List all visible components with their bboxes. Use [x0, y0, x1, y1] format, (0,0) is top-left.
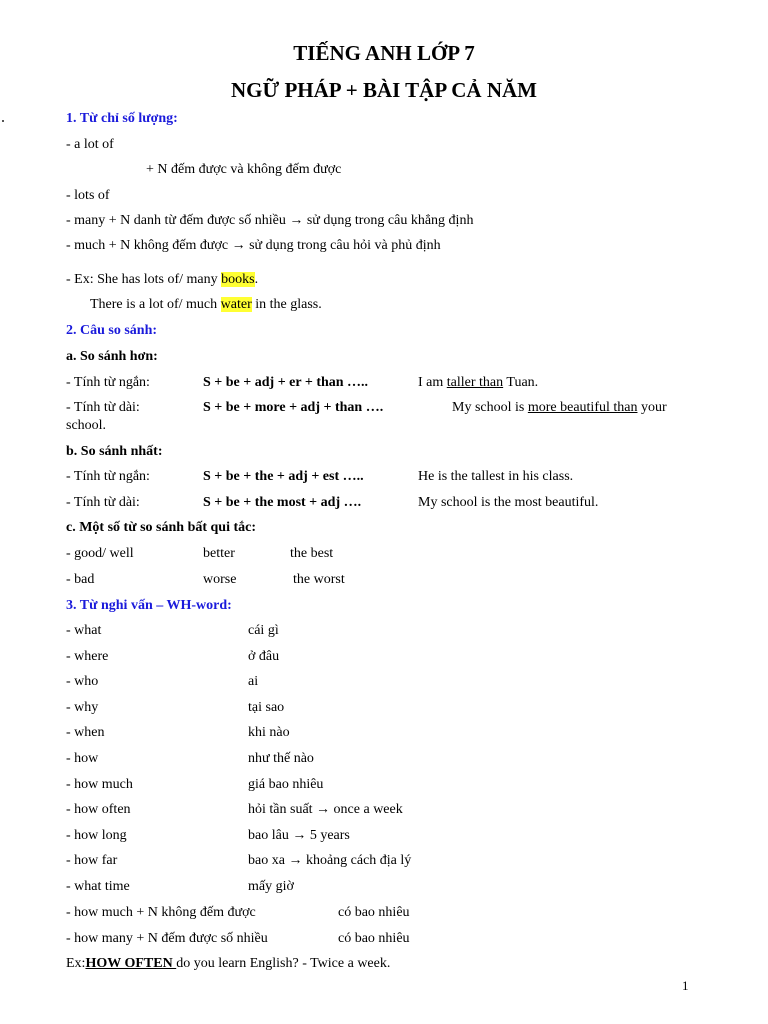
wh-word: - how long — [66, 828, 127, 843]
s2c-heading: c. Một số từ so sánh bất qui tắc: — [66, 520, 257, 535]
wh-extra: khoảng cách địa lý — [305, 853, 412, 868]
ex2-highlight-water: water — [220, 297, 252, 312]
s1-line-noun-rule: + N đếm được và không đếm được — [146, 162, 342, 177]
section-3-heading: 3. Từ nghi vấn – WH-word: — [66, 598, 232, 613]
wh-meaning — [248, 673, 258, 691]
wh-meaning — [248, 827, 350, 845]
s2a-row2-formula: S + be + more + adj + than …. — [203, 400, 384, 415]
wh-word: - where — [66, 649, 109, 664]
ex-sentence: do you learn English? - Twice a week. — [176, 956, 391, 971]
s2c-row-bad: - bad — [66, 572, 95, 587]
wh-meaning — [248, 699, 284, 717]
wh-word: - how often — [66, 802, 131, 817]
s1-example-1 — [66, 271, 258, 289]
wh-meaning — [248, 724, 290, 742]
s1-much-usage: sử dụng trong câu hỏi và phủ định — [249, 238, 441, 253]
s2a-heading: a. So sánh hơn: — [66, 349, 158, 364]
wh-meaning-text: hỏi tần suất — [248, 802, 313, 817]
arrow-right-icon: → — [288, 853, 303, 868]
arrow-right-icon: → — [316, 802, 331, 817]
margin-mark — [2, 120, 4, 122]
s2b-row1-label: - Tính từ ngắn: — [66, 469, 150, 484]
ex-text: My school is — [452, 400, 528, 415]
s1-line-lots-of: - lots of — [66, 188, 110, 203]
section-2-heading: 2. Câu so sánh: — [66, 323, 158, 338]
s2c-good-superlative: the best — [290, 546, 334, 561]
arrow-right-icon: → — [289, 213, 304, 228]
s3-how-many-meaning: có bao nhiêu — [338, 931, 410, 946]
s2c-bad-comparative: worse — [203, 572, 237, 587]
wh-extra: once a week — [333, 802, 403, 817]
page-number: 1 — [682, 978, 689, 993]
wh-meaning-text: mấy giờ — [248, 879, 294, 894]
wh-meaning-text: tại sao — [248, 700, 285, 715]
ex2-end: in the glass. — [251, 297, 322, 312]
ex1-highlight-books: books — [221, 272, 255, 287]
s1-many-usage: sử dụng trong câu khẳng định — [306, 213, 474, 228]
s2a-row2-continuation: school. — [66, 418, 107, 433]
wh-meaning-text: khi nào — [248, 725, 290, 740]
ex-underlined: more beautiful than — [527, 400, 638, 415]
s2a-row2-label: - Tính từ dài: — [66, 400, 140, 415]
wh-meaning-text: cái gì — [248, 623, 279, 638]
wh-word: - what time — [66, 879, 130, 894]
s2a-row1-example — [418, 374, 538, 392]
wh-meaning-text: bao xa — [248, 853, 285, 868]
ex-text: I am — [418, 375, 447, 390]
s2b-row1-example: He is the tallest in his class. — [418, 469, 574, 484]
wh-extra: 5 years — [309, 828, 350, 843]
s3-how-much-meaning: có bao nhiêu — [338, 905, 410, 920]
wh-meaning-text: giá bao nhiêu — [248, 777, 324, 792]
arrow-right-icon: → — [231, 238, 246, 253]
s3-example — [66, 955, 390, 973]
wh-word: - what — [66, 623, 102, 638]
ex-how-often: HOW OFTEN — [85, 956, 177, 971]
wh-meaning — [248, 750, 314, 768]
section-1-heading: 1. Từ chỉ số lượng: — [66, 111, 178, 126]
s2c-row-good: - good/ well — [66, 546, 134, 561]
wh-meaning — [248, 801, 403, 819]
ex-label: Ex: — [66, 956, 86, 971]
s3-how-much-uncountable: - how much + N không đếm được — [66, 905, 256, 920]
wh-meaning — [248, 648, 279, 666]
s1-line-a-lot-of: - a lot of — [66, 137, 114, 152]
wh-word: - how far — [66, 853, 118, 868]
s2c-good-comparative: better — [203, 546, 235, 561]
s1-line-many — [66, 212, 473, 230]
wh-meaning — [248, 622, 279, 640]
ex2-text: There is a lot of/ much — [90, 297, 221, 312]
wh-meaning-text: như thế nào — [248, 751, 314, 766]
s2c-bad-superlative: the worst — [293, 572, 345, 587]
ex1-text: - Ex: She has lots of/ many — [66, 272, 222, 287]
s1-much-text: - much + N không đếm được — [66, 238, 229, 253]
s2b-row2-formula: S + be + the most + adj …. — [203, 495, 362, 510]
ex-end: Tuan. — [503, 375, 539, 390]
s1-many-text: - many + N danh từ đếm được số nhiều — [66, 213, 286, 228]
wh-meaning — [248, 878, 294, 896]
s2a-row2-example — [452, 399, 667, 417]
wh-meaning — [248, 776, 323, 794]
ex1-end: . — [254, 272, 259, 287]
s2a-row1-label: - Tính từ ngắn: — [66, 375, 150, 390]
s2b-heading: b. So sánh nhất: — [66, 444, 163, 459]
ex-underlined: taller than — [446, 375, 504, 390]
title-line-1: TIẾNG ANH LỚP 7 — [293, 41, 475, 65]
wh-meaning-text: ở đâu — [248, 649, 280, 664]
s2b-row2-example: My school is the most beautiful. — [418, 495, 599, 510]
s3-how-many-countable: - how many + N đếm được số nhiều — [66, 931, 268, 946]
wh-meaning-text: ai — [248, 674, 259, 689]
s2b-row1-formula: S + be + the + adj + est ….. — [203, 469, 364, 484]
s1-line-much — [66, 237, 441, 255]
wh-word: - why — [66, 700, 99, 715]
wh-meaning-text: bao lâu — [248, 828, 289, 843]
wh-word: - who — [66, 674, 99, 689]
s1-example-2 — [90, 296, 322, 314]
title-line-2: NGỮ PHÁP + BÀI TẬP CẢ NĂM — [231, 78, 537, 102]
s2a-row1-formula: S + be + adj + er + than ….. — [203, 375, 369, 390]
s2b-row2-label: - Tính từ dài: — [66, 495, 140, 510]
arrow-right-icon: → — [292, 828, 307, 843]
wh-word: - when — [66, 725, 105, 740]
ex-end: your — [637, 400, 667, 415]
wh-word: - how — [66, 751, 99, 766]
wh-word: - how much — [66, 777, 133, 792]
wh-meaning — [248, 852, 411, 870]
